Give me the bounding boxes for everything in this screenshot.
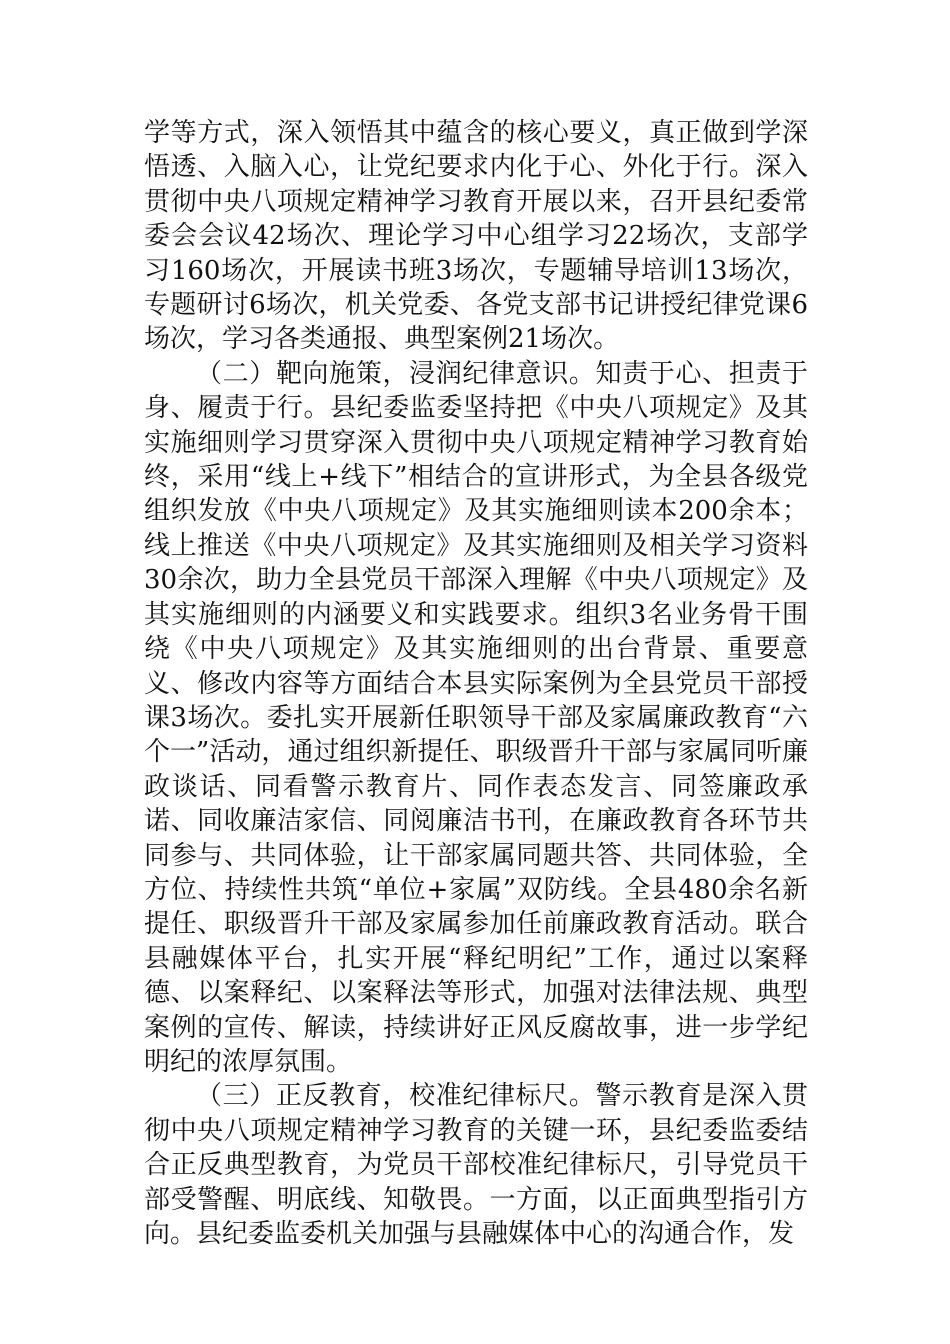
paragraph-study-summary: 学等方式，深入领悟其中蕴含的核心要义，真正做到学深悟透、入脑入心，让党纪要求内化于心、外化于行。深入贯彻中央八项规定精神学习教育开展以来，召开县纪委常委会会议42场次、理论学习中心组学习22场次，支部学习160场次，开展读书班3场次，专题辅导培训13场次，专题研讨6场次，机关党委、各党支部书记讲授纪律党课6场次，学习各类通报、典型案例21场次。: [144, 118, 808, 355]
paragraph-targeted-measures: （二）靶向施策，浸润纪律意识。知责于心、担责于身、履责于行。县纪委监委坚持把《中央八项规定》及其实施细则学习贯穿深入贯彻中央八项规定精神学习教育始终，采用“线上+线下”相结合的宣讲形式，为全县各级党组织发放《中央八项规定》及其实施细则读本200余本；线上推送《中央八项规定》及其实施细则及相关学习资料30余次，助力全县党员干部深入理解《中央八项规定》及其实施细则的内涵要义和实践要求。组织3名业务骨干围绕《中央八项规定》及其实施细则的出台背景、重要意义、修改内容等方面结合本县实际案例为全县党员干部授课3场次。委扎实开展新任职领导干部及家属廉政教育“六个一”活动，通过组织新提任、职级晋升干部与家属同听廉政谈话、同看警示教育片、同作表态发言、同签廉政承诺、同收廉洁家信、同阅廉洁书刊，在廉政教育各环节共同参与、共同体验，让干部家属同题共答、共同体验，全方位、持续性共筑“单位+家属”双防线。全县480余名新提任、职级晋升干部及家属参加任前廉政教育活动。联合县融媒体平台，扎实开展“释纪明纪”工作，通过以案释德、以案释纪、以案释法等形式，加强对法律法规、典型案例的宣传、解读，持续讲好正风反腐故事，进一步学纪明纪的浓厚氛围。: [144, 358, 808, 1077]
document-body: [144, 116, 808, 1251]
paragraph-positive-negative-education: （三）正反教育，校准纪律标尺。警示教育是深入贯彻中央八项规定精神学习教育的关键一环，县纪委监委结合正反典型教育，为党员干部校准纪律标尺，引导党员干部受警醒、明底线、知敬畏。一方面，以正面典型指引方向。县纪委监委机关加强与县融媒体中心的沟通合作，发: [144, 1081, 808, 1249]
